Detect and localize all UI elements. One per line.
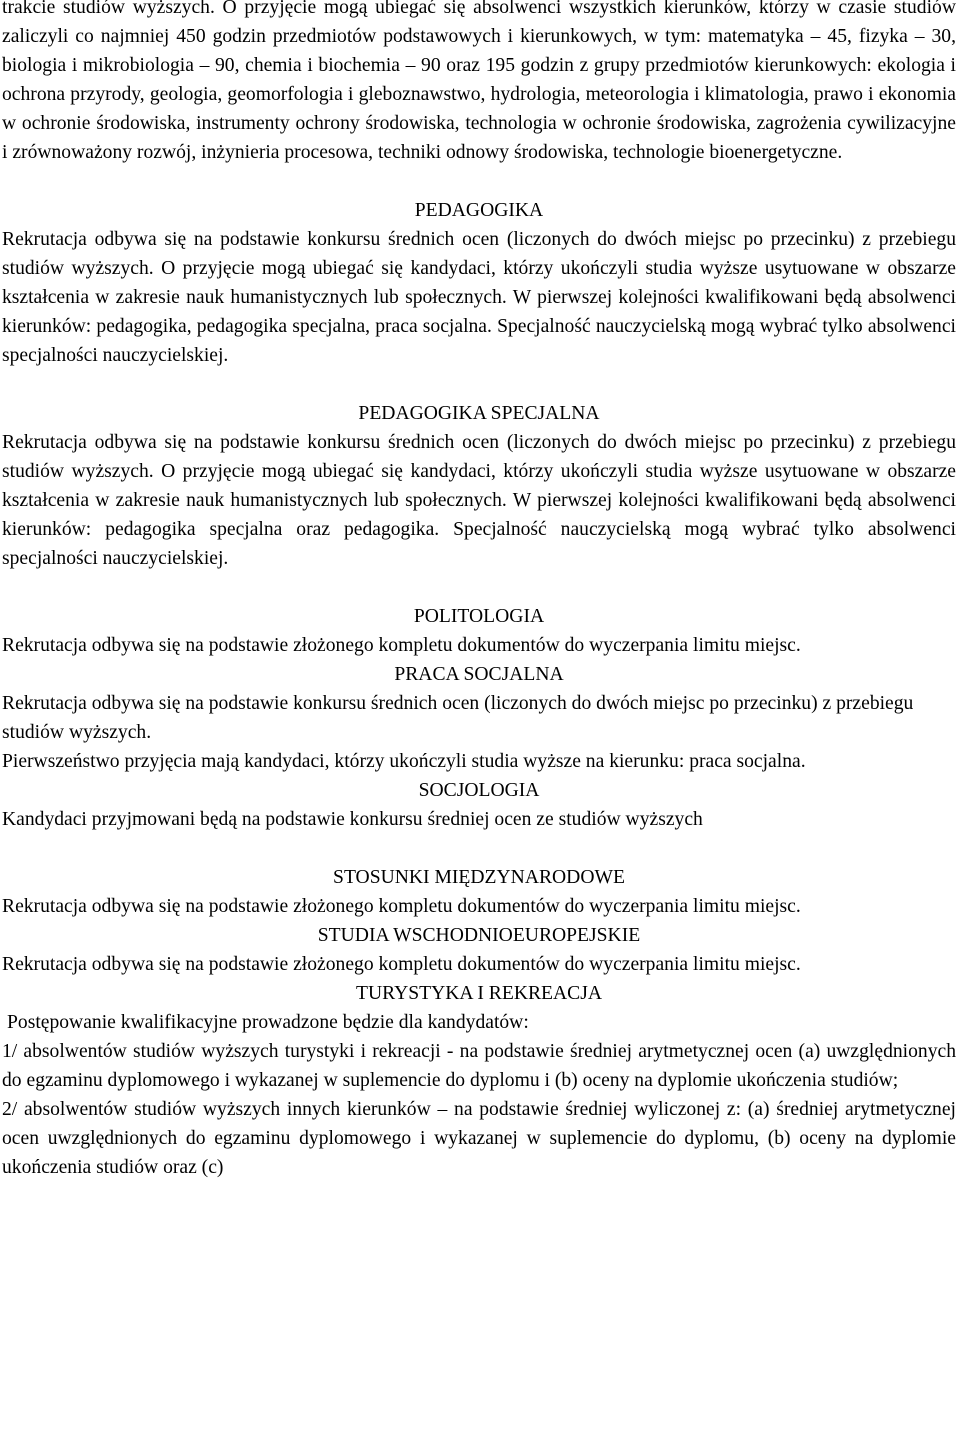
section-item-turystyka-1: 1/ absolwentów studiów wyższych turystyki i rekreacji - na podstawie średniej arytmetycznej ocen (a) uwzględnionych do egzaminu dyplomowego i wykazanej w suplemencie do dyplomu i (b) oceny na dyplomie ukończenia studiów;	[2, 1041, 956, 1091]
section-title-socjologia: SOCJOLOGIA	[418, 780, 540, 801]
spacer	[2, 167, 956, 196]
section-title-turystyka: TURYSTYKA I REKREACJA	[355, 983, 603, 1004]
intro-paragraph: trakcie studiów wyższych. O przyjęcie mogą ubiegać się absolwenci wszystkich kierunków, którzy w czasie studiów zaliczyli co najmniej 450 godzin przedmiotów podstawowych i kierunkowych, w tym: matematyka – 45, fizyka – 30, biologia i mikrobiologia – 90, chemia i biochemia – 90 oraz 195 godzin z grupy przedmiotów kierunkowych: ekologia i ochrona przyrody, geologia, geomorfologia i gleboznawstwo, hydrologia, meteorologia i klimatologia, prawo i ekonomia w ochronie środowiska, instrumenty ochrony środowiska, technologia w ochronie środowiska, zagrożenia cywilizacyjne i zrównoważony rozwój, inżynieria procesowa, techniki odnowy środowiska, technologie bioenergetyczne.	[2, 0, 956, 163]
section-text-politologia: Rekrutacja odbywa się na podstawie złożonego kompletu dokumentów do wyczerpania limitu miejsc.	[2, 635, 801, 656]
section-title-praca-socjalna: PRACA SOCJALNA	[394, 664, 564, 685]
spacer	[2, 834, 956, 863]
section-text-socjologia: Kandydaci przyjmowani będą na podstawie konkursu średniej ocen ze studiów wyższych	[2, 809, 703, 830]
spacer	[2, 370, 956, 399]
section-text-pedagogika: Rekrutacja odbywa się na podstawie konkursu średnich ocen (liczonych do dwóch miejsc po przecinku) z przebiegu studiów wyższych. O przyjęcie mogą ubiegać się kandydaci, którzy ukończyli studia wyższe usytuowane w obszarze kształcenia w zakresie nauk humanistycznych lub społecznych. W pierwszej kolejności kwalifikowani będą absolwenci kierunków: pedagogika, pedagogika specjalna, praca socjalna. Specjalność nauczycielską mogą wybrać tylko absolwenci specjalności nauczycielskiej.	[2, 229, 956, 366]
section-text-praca-socjalna-2: Pierwszeństwo przyjęcia mają kandydaci, którzy ukończyli studia wyższe na kierunku: praca socjalna.	[2, 751, 806, 772]
section-text-stosunki: Rekrutacja odbywa się na podstawie złożonego kompletu dokumentów do wyczerpania limitu miejsc.	[2, 896, 801, 917]
section-intro-turystyka: Postępowanie kwalifikacyjne prowadzone będzie dla kandydatów:	[7, 1012, 529, 1033]
section-text-pedagogika-specjalna: Rekrutacja odbywa się na podstawie konkursu średnich ocen (liczonych do dwóch miejsc po przecinku) z przebiegu studiów wyższych. O przyjęcie mogą ubiegać się kandydaci, którzy ukończyli studia wyższe usytuowane w obszarze kształcenia w zakresie nauk humanistycznych lub społecznych. W pierwszej kolejności kwalifikowani będą absolwenci kierunków: pedagogika specjalna oraz pedagogika. Specjalność nauczycielską mogą wybrać tylko absolwenci specjalności nauczycielskiej.	[2, 432, 956, 569]
section-text-studia-wschodnioeuropejskie: Rekrutacja odbywa się na podstawie złożonego kompletu dokumentów do wyczerpania limitu miejsc.	[2, 954, 801, 975]
section-title-stosunki: STOSUNKI MIĘDZYNARODOWE	[333, 867, 625, 888]
section-item-turystyka-2: 2/ absolwentów studiów wyższych innych kierunków – na podstawie średniej wyliczonej z: (a) średniej arytmetycznej ocen uwzględnionych do egzaminu dyplomowego i wykazanej w suplemencie do dyplomu, (b) oceny na dyplomie ukończenia studiów oraz (c)	[2, 1099, 956, 1178]
spacer	[2, 573, 956, 602]
section-title-pedagogika: PEDAGOGIKA	[414, 200, 544, 221]
document-page	[2, 0, 956, 1182]
section-title-politologia: POLITOLOGIA	[413, 606, 545, 627]
section-title-studia-wschodnioeuropejskie: STUDIA WSCHODNIOEUROPEJSKIE	[317, 925, 641, 946]
section-text-praca-socjalna: Rekrutacja odbywa się na podstawie konkursu średnich ocen (liczonych do dwóch miejsc po przecinku) z przebiegu studiów wyższych.	[2, 693, 914, 743]
section-title-pedagogika-specjalna: PEDAGOGIKA SPECJALNA	[358, 403, 600, 424]
